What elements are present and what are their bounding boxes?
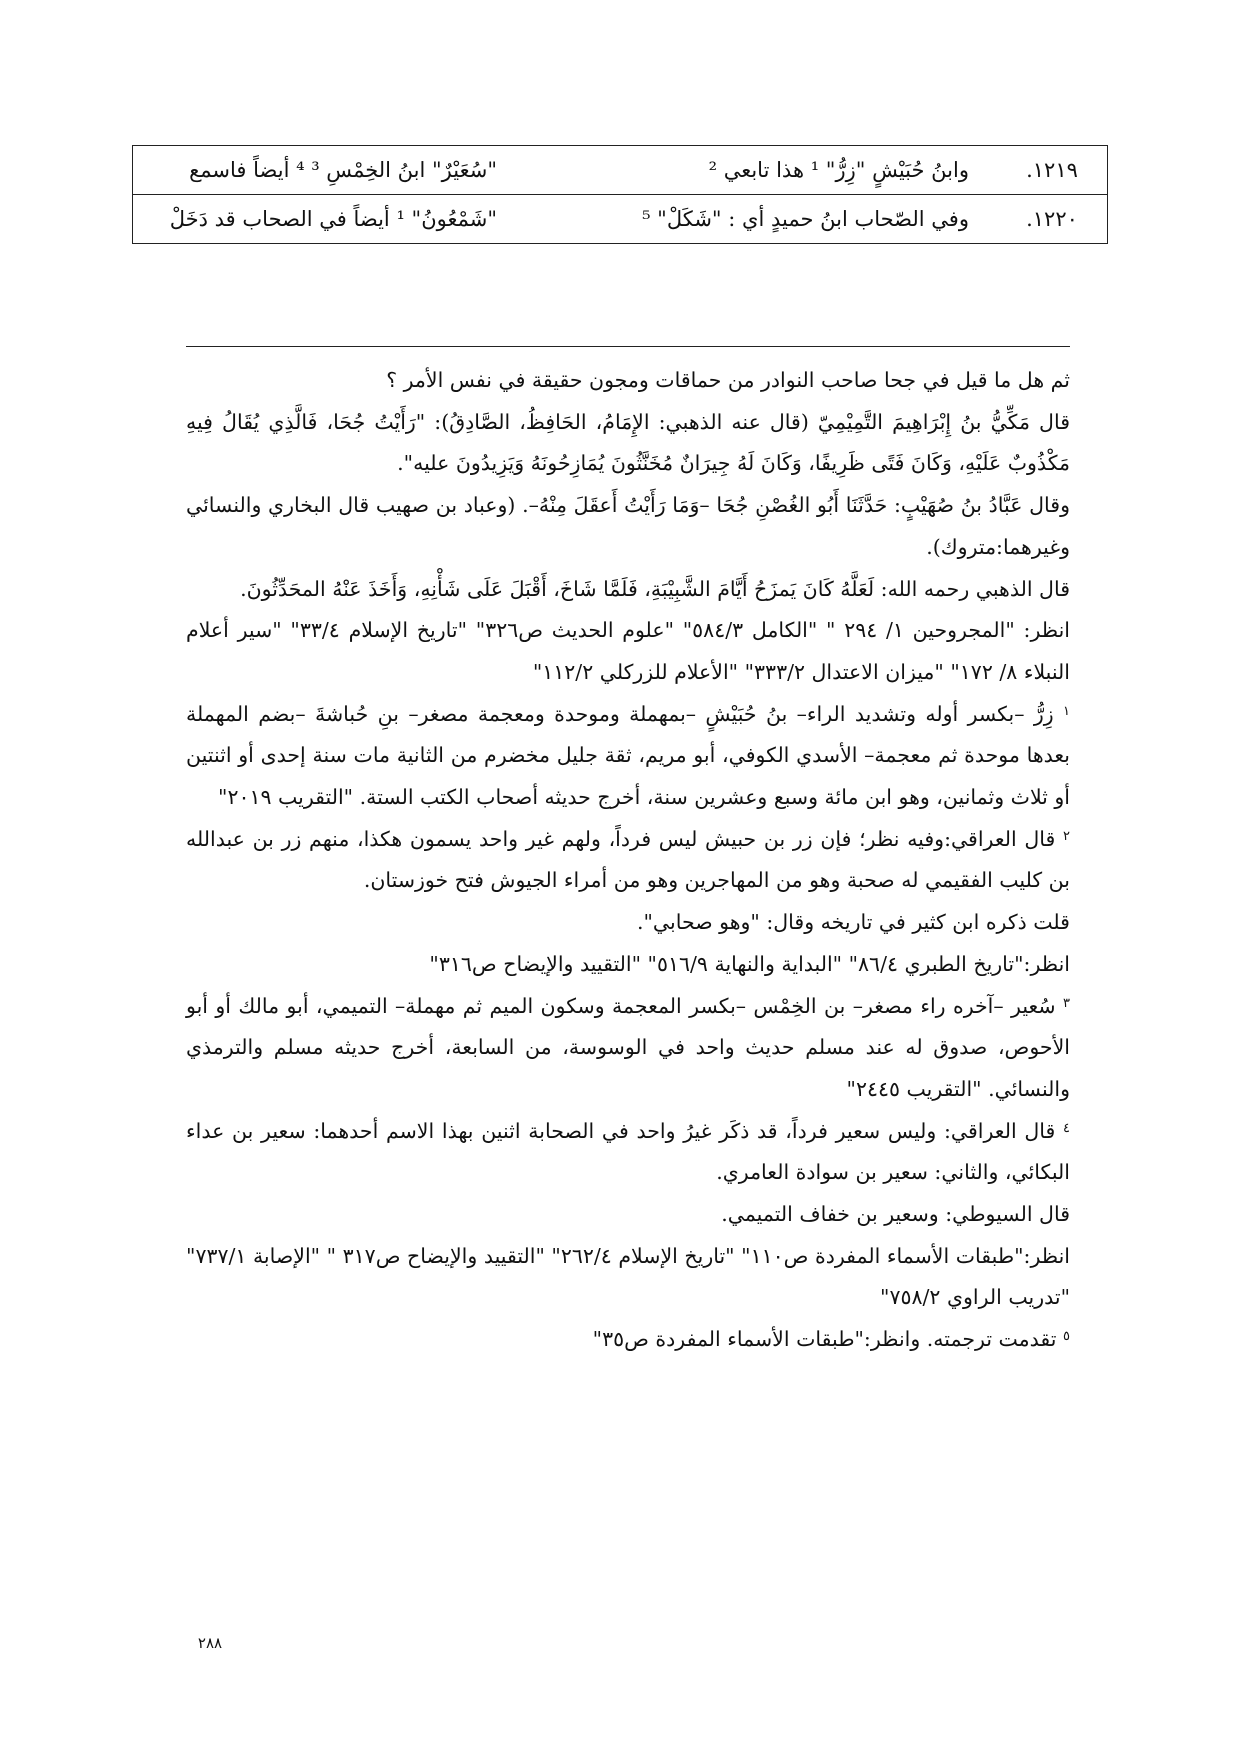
verse-first-hemistich: وابنُ حُبَيْشٍ "زِرُّ" ¹ هذا تابعي ² [537,146,997,195]
footnote-paragraph [186,569,1070,611]
footnote-text: تقدمت ترجمته. وانظر:"طبقات الأسماء المفردة ص٣٥" [592,1327,1057,1352]
footnote-paragraph [186,360,1070,402]
verse-number: ١٢٢٠. [997,195,1108,244]
verse-first-hemistich: وفي الصّحاب ابنُ حميدٍ أي : "شَكَلْ" ⁵ [537,195,997,244]
footnote-text: قال العراقي: وليس سعير فرداً، قد ذكَر غيرُ واحد في الصحابة اثنين بهذا الاسم أحدهما: سعير بن عداء البكائي، والثاني: سعير بن سوادة العامري. [186,1118,1070,1185]
footnote-separator [186,346,1070,347]
footnote-text: انظر:"طبقات الأسماء المفردة ص١١٠" "تاريخ الإسلام ٢٦٢/٤" "التقييد والإيضاح ص٣١٧ " "الإصابة ٧٣٧/١" "تدريب الراوي ٧٥٨/٢" [186,1243,1070,1310]
footnote-paragraph [186,485,1070,568]
footnote-text: انظر:"تاريخ الطبري ٨٦/٤" "البداية والنهاية ٥١٦/٩" "التقييد والإيضاح ص٣١٦" [429,951,1070,976]
footnote-paragraph [186,402,1070,485]
footnote-text: زِرُّ –بكسر أوله وتشديد الراء– بنُ حُبَيْشٍ –بمهملة وموحدة ومعجمة مصغر– بنِ حُباشةَ –بضم المهملة بعدها موحدة ثم معجمة– الأسدي الكوفي، أبو مريم، ثقة جليل مخضرم من الثانية مات سنة إحدى أو اثنتين أو ثلاث وثمانين، وهو ابن مائة وسبع وعشرين سنة، أخرج حديثه أصحاب الكتب الستة. "التقريب ٢٠١٩" [186,701,1070,810]
footnotes-section [186,360,1070,1361]
footnote-paragraph [186,1236,1070,1319]
footnote-text: قال مَكِّيُّ بنُ إِبْرَاهِيمَ التَّمِيْمِيّ (قال عنه الذهبي: الإِمَامُ، الحَافِظُ، الصَّادِقُ): "رَأَيْتُ جُحَا، فَالَّذِي يُقَالُ فِيهِ مَكْذُوبٌ عَلَيْهِ، وَكَانَ فَتًى ظَرِيفًا، وَكَانَ لَهُ جِيرَانٌ مُخَنَّثُونَ يُمَازِحُونَهُ وَيَزِيدُونَ عليه". [186,409,1070,476]
verse-second-hemistich: "سُعَيْرٌ" ابنُ الخِمْسِ ³ ⁴ أيضاً فاسمع [133,146,538,195]
footnote-text: سُعير –آخره راء مصغر– بن الخِمْس –بكسر المعجمة وسكون الميم ثم مهملة– التميمي، أبو مالك أو أبو الأحوص، صدوق له عند مسلم حديث واحد في الوسوسة، من السابعة، أخرج حديثه مسلم والترمذي والنسائي. "التقريب ٢٤٤٥" [186,993,1070,1101]
footnote-paragraph [186,902,1070,944]
footnote-paragraph [186,1319,1070,1361]
footnote-marker: ٥ [1063,1329,1070,1345]
footnote-paragraph [186,944,1070,986]
verse-table [132,145,1108,244]
page-number: ٢٨٨ [197,1634,223,1652]
footnote-text: قال العراقي:وفيه نظر؛ فإن زر بن حبيش ليس فرداً، ولهم غير واحد يسمون هكذا، منهم زر بن عبدالله بن كليب الفقيمي له صحبة وهو من المهاجرين وهو من أمراء الجيوش فتح خوزستان. [186,826,1070,893]
verse-second-hemistich: "شَمْعُونُ" ¹ أيضاً في الصحاب قد دَخَلْ [133,195,538,244]
footnote-paragraph [186,1194,1070,1236]
footnote-text: وقال عَبَّادُ بنُ صُهَيْبٍ: حَدَّثَنَا أَبُو الغُصْنِ جُحَا –وَمَا رَأَيْتُ أَعقَلَ مِنْهُ–. (وعباد بن صهيب قال البخاري والنسائي وغيرهما:متروك). [186,493,1070,559]
footnote-marker: ٣ [1063,995,1070,1011]
footnote-paragraph [186,1111,1070,1194]
footnote-text: قال الذهبي رحمه الله: لَعَلَّهُ كَانَ يَمزَحُ أَيَّامَ الشَّبِيْبَةِ، فَلَمَّا شَاخَ، أَقْبَلَ عَلَى شَأْنِهِ، وَأَخَذَ عَنْهُ المحَدِّثُونَ. [240,576,1070,601]
verse-number: ١٢١٩. [997,146,1108,195]
footnote-marker: ٤ [1063,1120,1070,1136]
footnote-paragraph [186,986,1070,1111]
footnote-paragraph [186,694,1070,819]
footnote-text: قال السيوطي: وسعير بن خفاف التميمي. [721,1202,1070,1227]
footnote-paragraph [186,819,1070,902]
verse-row [133,195,1108,244]
footnote-marker: ١ [1063,703,1070,719]
footnote-text: انظر: "المجروحين ١/ ٢٩٤ " "الكامل ٥٨٤/٣" "علوم الحديث ص٣٢٦" "تاريخ الإسلام ٣٣/٤" "سير أعلام النبلاء ٨/ ١٧٢" "ميزان الاعتدال ٣٣٣/٢" "الأعلام للزركلي ١١٢/٢" [186,618,1070,684]
footnote-text: قلت ذكره ابن كثير في تاريخه وقال: "وهو صحابي". [636,910,1070,935]
verse-row [133,146,1108,195]
footnote-text: ثم هل ما قيل في جحا صاحب النوادر من حماقات ومجون حقيقة في نفس الأمر ؟ [386,368,1070,392]
footnote-marker: ٢ [1063,828,1070,844]
footnote-paragraph [186,610,1070,693]
